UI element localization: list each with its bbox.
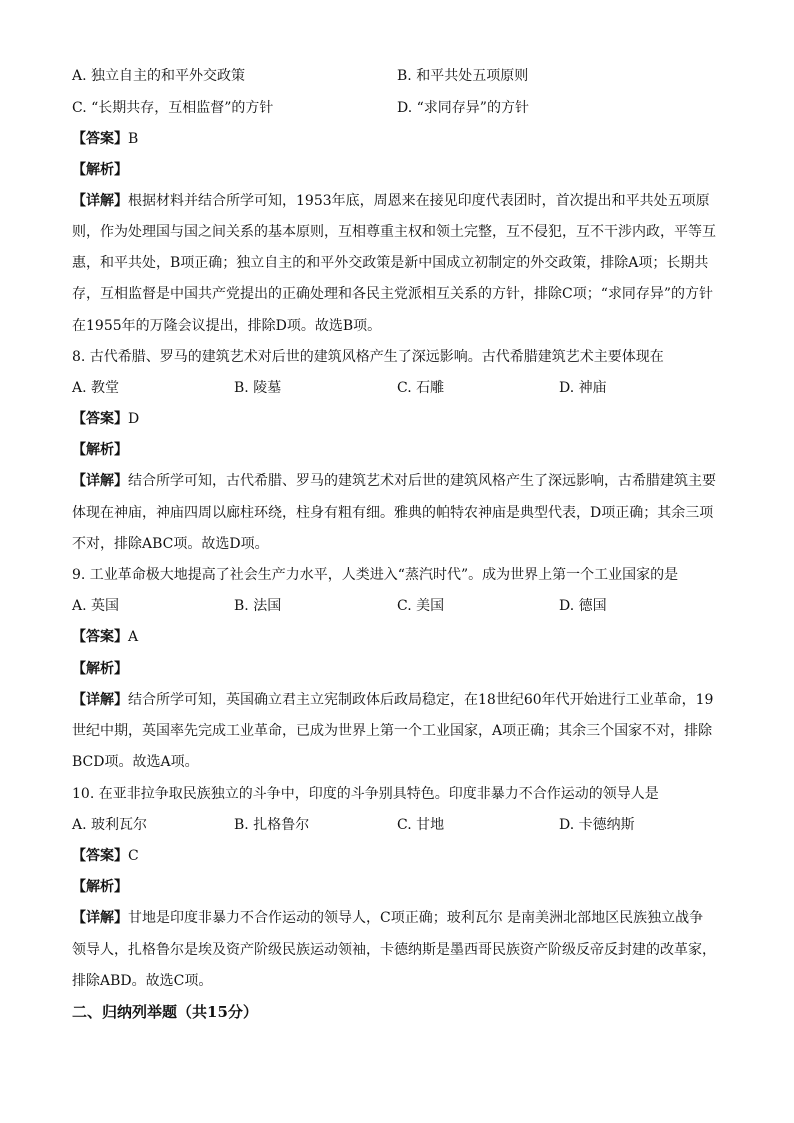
q7-detail-line: 在1955年的万隆会议提出，排除D项。故选B项。 bbox=[72, 318, 382, 334]
answer-label: 【答案】 bbox=[72, 848, 128, 864]
q8-detail-line: 体现在神庙，神庙四周以廊柱环绕，柱身有粗有细。雅典的帕特农神庙是典型代表，D项正确；其余三项 bbox=[72, 505, 714, 521]
q8-analysis-label: 【解析】 bbox=[72, 442, 128, 458]
answer-value: A bbox=[128, 629, 139, 645]
q10-option-a: A. 玻利瓦尔 bbox=[72, 817, 148, 833]
detail-text: 甘地是印度非暴力不合作运动的领导人，C项正确；玻利瓦尔 是南美洲北部地区民族独立战争 bbox=[128, 910, 704, 926]
q10-stem: 10. 在亚非拉争取民族独立的斗争中，印度的斗争别具特色。印度非暴力不合作运动的领导人是 bbox=[72, 786, 659, 802]
q8-detail-line bbox=[72, 471, 722, 491]
detail-label: 【详解】 bbox=[72, 473, 128, 489]
q7-detail-line: 惠，和平共处，B项正确；独立自主的和平外交政策是新中国成立初制定的外交政策，排除A项；长期共 bbox=[72, 255, 709, 271]
detail-text: 根据材料并结合所学可知，1953年底，周恩来在接见印度代表团时，首次提出和平共处五项原 bbox=[128, 193, 710, 209]
q7-detail-line: 则，作为处理国与国之间关系的基本原则，互相尊重主权和领土完整，互不侵犯，互不干涉内政，平等互 bbox=[72, 224, 716, 240]
q10-option-c: C. 甘地 bbox=[397, 817, 445, 833]
q9-detail-line: 世纪中期，英国率先完成工业革命，已成为世界上第一个工业国家，A项正确；其余三个国家不对，排除 bbox=[72, 723, 713, 739]
q7-analysis-label: 【解析】 bbox=[72, 162, 128, 178]
q10-option-d: D. 卡德纳斯 bbox=[559, 817, 635, 833]
q9-option-b: B. 法国 bbox=[234, 598, 282, 614]
detail-text: 结合所学可知，英国确立君主立宪制政体后政局稳定，在18世纪60年代开始进行工业革命，19 bbox=[128, 692, 714, 708]
q10-detail-line bbox=[72, 908, 722, 928]
detail-label: 【详解】 bbox=[72, 193, 128, 209]
q8-answer bbox=[72, 409, 722, 429]
q7-answer bbox=[72, 129, 722, 149]
q9-detail-line: BCD项。故选A项。 bbox=[72, 754, 199, 770]
q8-detail-line: 不对，排除ABC项。故选D项。 bbox=[72, 536, 269, 552]
q7-option-c: C. “长期共存，互相监督”的方针 bbox=[72, 100, 274, 116]
q8-option-d: D. 神庙 bbox=[559, 380, 607, 396]
q9-detail-line bbox=[72, 690, 722, 710]
q10-detail-line: 排除ABD。故选C项。 bbox=[72, 973, 213, 989]
answer-value: D bbox=[128, 411, 140, 427]
q9-stem: 9. 工业革命极大地提高了社会生产力水平，人类进入“蒸汽时代”。成为世界上第一个工业国家的是 bbox=[72, 567, 679, 583]
q9-option-a: A. 英国 bbox=[72, 598, 120, 614]
q8-stem: 8. 古代希腊、罗马的建筑艺术对后世的建筑风格产生了深远影响。古代希腊建筑艺术主要体现在 bbox=[72, 349, 664, 365]
detail-label: 【详解】 bbox=[72, 910, 128, 926]
detail-label: 【详解】 bbox=[72, 692, 128, 708]
q8-option-c: C. 石雕 bbox=[397, 380, 445, 396]
q9-option-d: D. 德国 bbox=[559, 598, 607, 614]
q10-option-b: B. 扎格鲁尔 bbox=[234, 817, 310, 833]
q7-detail-line bbox=[72, 191, 722, 211]
answer-label: 【答案】 bbox=[72, 411, 128, 427]
section-heading: 二、归纳列举题（共15分） bbox=[72, 1003, 258, 1021]
q7-option-d: D. “求同存异”的方针 bbox=[397, 100, 529, 116]
q9-answer bbox=[72, 627, 722, 647]
detail-text: 结合所学可知，古代希腊、罗马的建筑艺术对后世的建筑风格产生了深远影响，古希腊建筑主要 bbox=[128, 473, 716, 489]
q9-option-c: C. 美国 bbox=[397, 598, 445, 614]
q7-option-b: B. 和平共处五项原则 bbox=[397, 68, 529, 84]
q7-detail-line: 存，互相监督是中国共产党提出的正确处理和各民主党派相互关系的方针，排除C项；“求同存异”的方针 bbox=[72, 286, 714, 302]
q7-option-a: A. 独立自主的和平外交政策 bbox=[72, 68, 246, 84]
answer-value: B bbox=[128, 131, 139, 147]
q10-detail-line: 领导人，扎格鲁尔是埃及资产阶级民族运动领袖，卡德纳斯是墨西哥民族资产阶级反帝反封建的改革家， bbox=[72, 942, 716, 958]
q8-option-b: B. 陵墓 bbox=[234, 380, 282, 396]
q10-answer bbox=[72, 846, 722, 866]
answer-value: C bbox=[128, 848, 139, 864]
answer-label: 【答案】 bbox=[72, 629, 128, 645]
q8-option-a: A. 教堂 bbox=[72, 380, 120, 396]
answer-label: 【答案】 bbox=[72, 131, 128, 147]
q9-analysis-label: 【解析】 bbox=[72, 661, 128, 677]
q10-analysis-label: 【解析】 bbox=[72, 879, 128, 895]
